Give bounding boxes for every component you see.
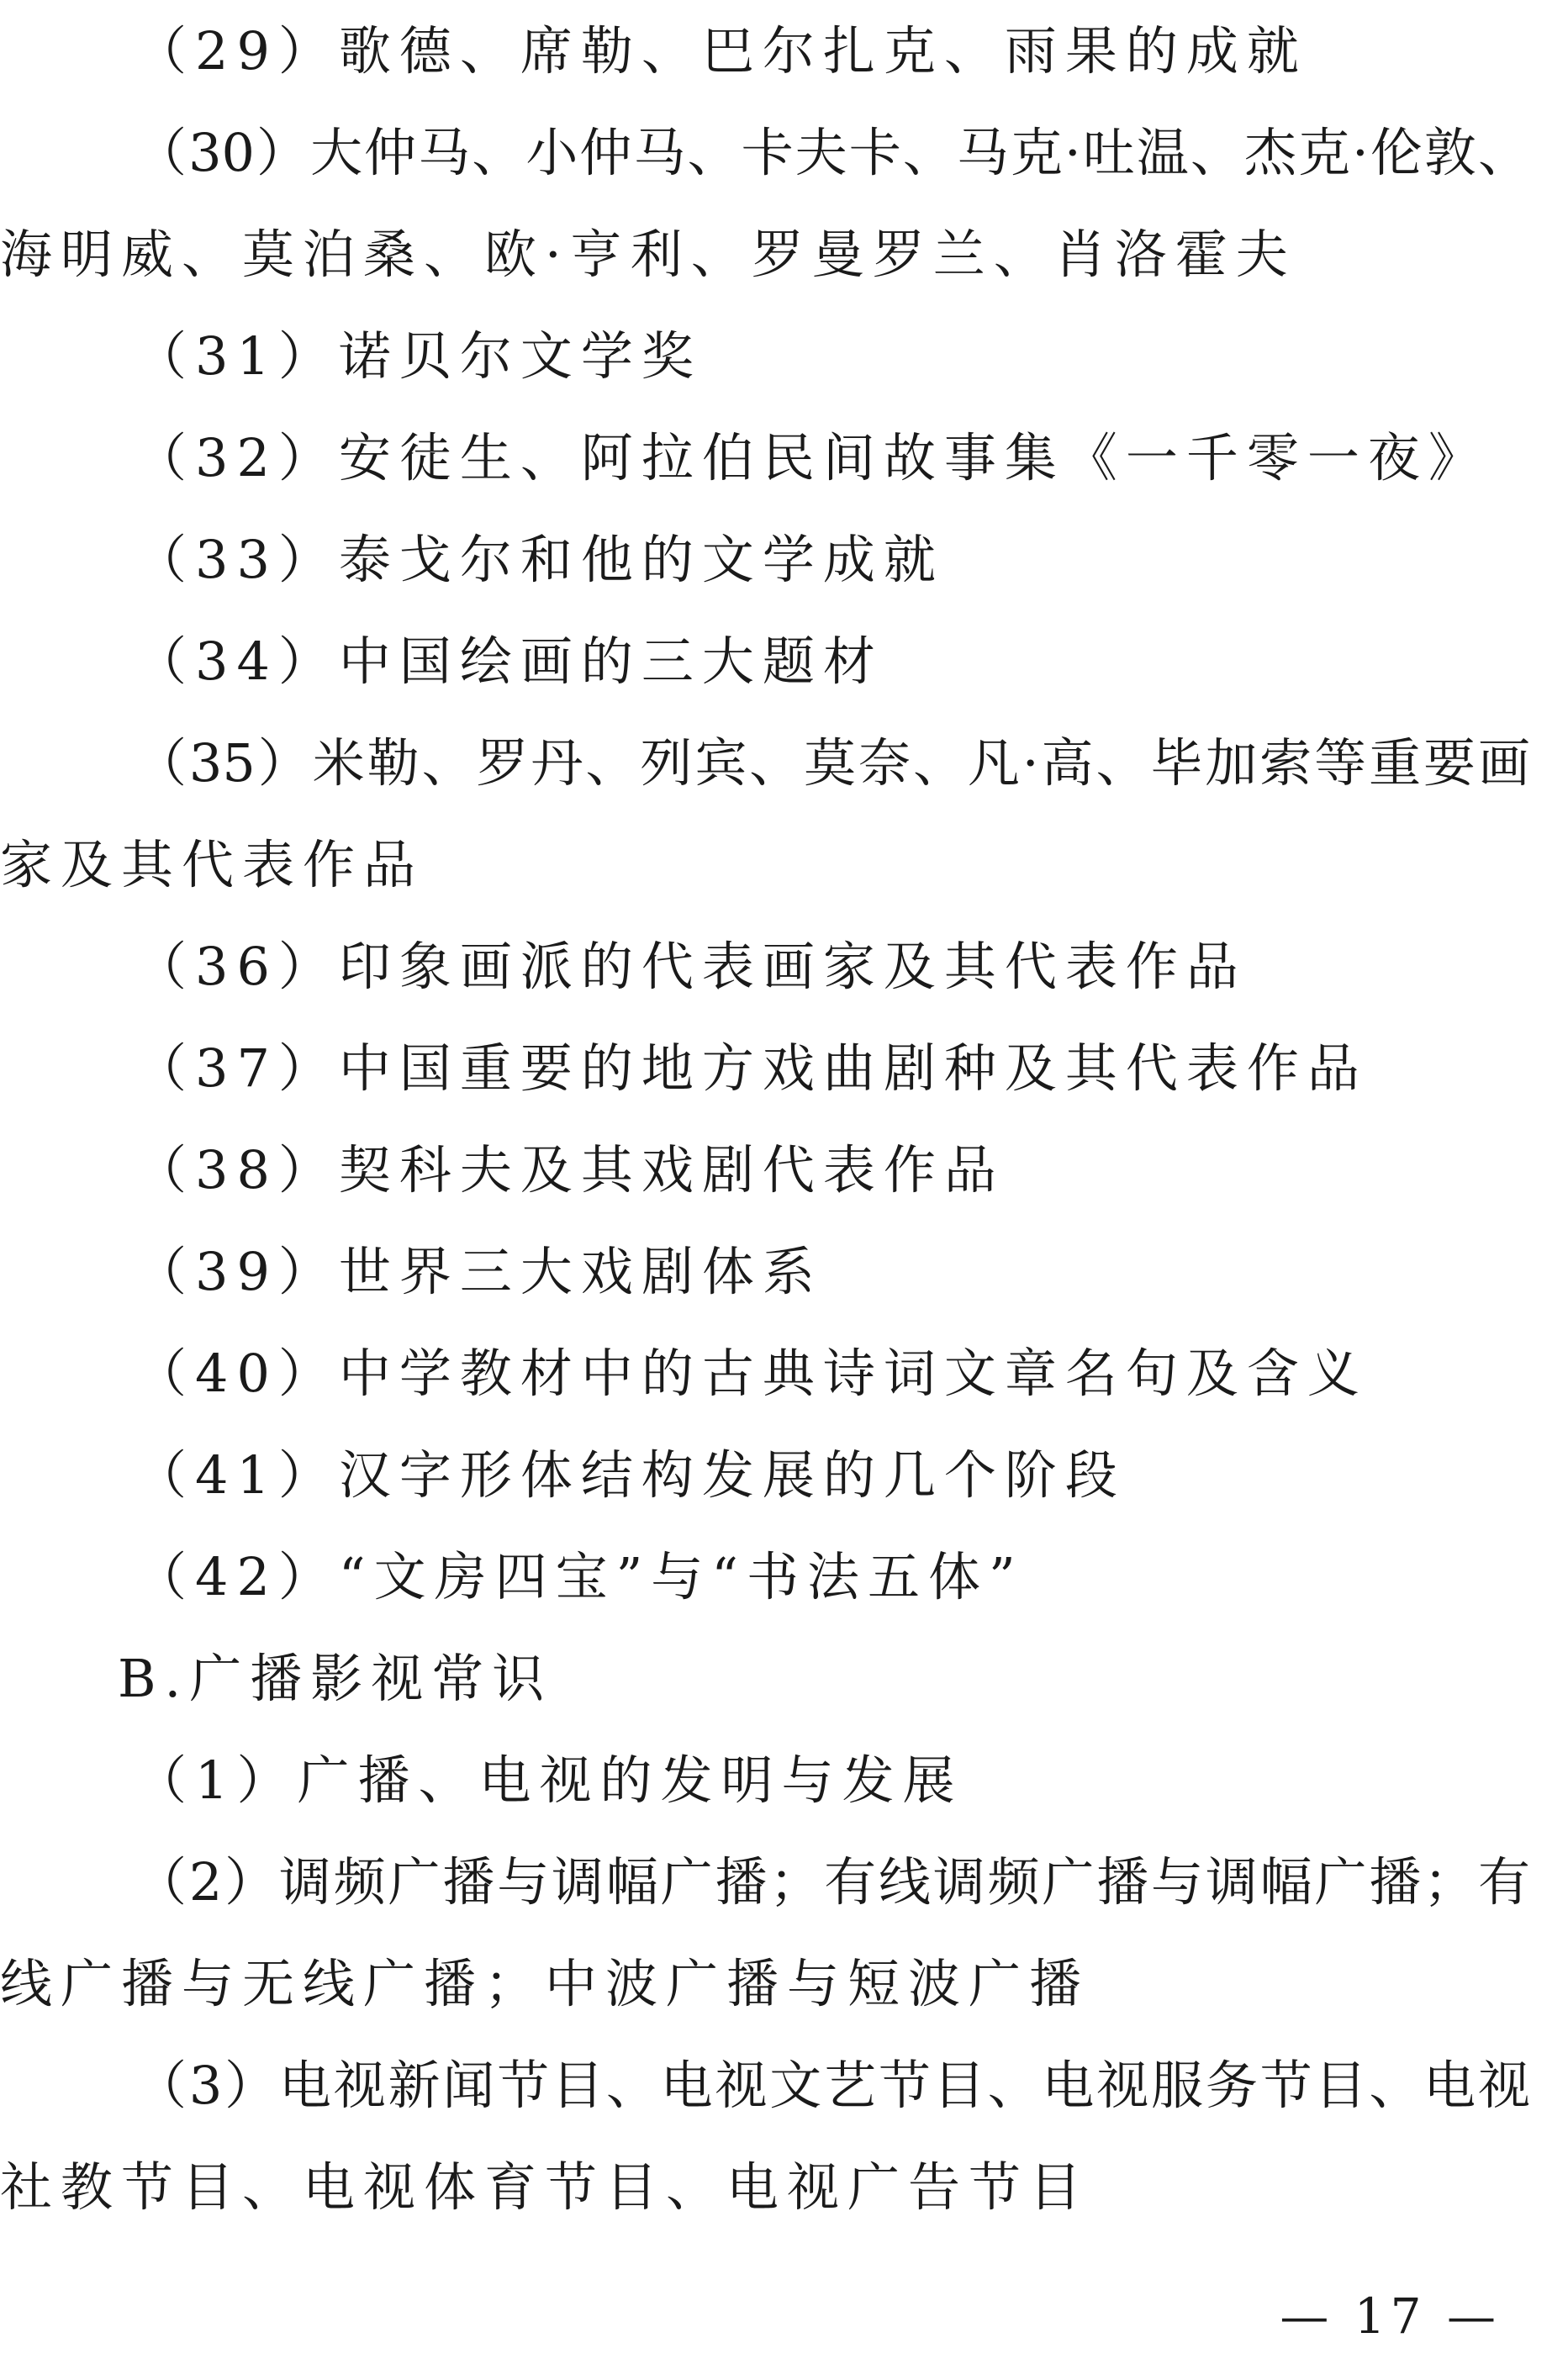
item-35-line-2: 家及其代表作品 (0, 834, 425, 895)
broadcast-item-3-line-2: 社教节目、电视体育节目、电视广告节目 (0, 2156, 1090, 2218)
item-35-line-1: （35）米勒、罗丹、列宾、莫奈、凡·高、毕加索等重要画 (135, 732, 1530, 794)
item-34: （34）中国绘画的三大题材 (135, 631, 884, 692)
item-39: （39）世界三大戏剧体系 (135, 1241, 823, 1302)
section-heading-b: B.广播影视常识 (118, 1648, 553, 1709)
item-30-line-1: （30）大仲马、小仲马、卡夫卡、马克·吐温、杰克·伦敦、 (135, 122, 1530, 183)
item-40: （40）中学教材中的古典诗词文章名句及含义 (135, 1343, 1368, 1404)
item-37: （37）中国重要的地方戏曲剧种及其代表作品 (135, 1037, 1368, 1099)
item-30-line-2: 海明威、莫泊桑、欧·亨利、罗曼罗兰、肖洛霍夫 (0, 224, 1296, 285)
item-42: （42）“文房四宝”与“书法五体” (135, 1546, 1024, 1607)
item-31: （31）诺贝尔文学奖 (135, 325, 702, 387)
item-32: （32）安徒生、阿拉伯民间故事集《一千零一夜》 (135, 427, 1489, 488)
item-33: （33）泰戈尔和他的文学成就 (135, 529, 944, 590)
broadcast-item-3-line-1: （3）电视新闻节目、电视文艺节目、电视服务节目、电视 (135, 2055, 1530, 2116)
broadcast-item-2-line-1: （2）调频广播与调幅广播；有线调频广播与调幅广播；有 (135, 1851, 1530, 1913)
broadcast-item-1: （1）广播、电视的发明与发展 (135, 1749, 964, 1811)
item-29: （29）歌德、席勒、巴尔扎克、雨果的成就 (135, 20, 1307, 82)
broadcast-item-2-line-2: 线广播与无线广播；中波广播与短波广播 (0, 1953, 1090, 2014)
item-36: （36）印象画派的代表画家及其代表作品 (135, 936, 1247, 997)
page-number: — 17 — (1280, 2288, 1501, 2345)
item-38: （38）契科夫及其戏剧代表作品 (135, 1139, 1005, 1201)
item-41: （41）汉字形体结构发展的几个阶段 (135, 1444, 1126, 1506)
